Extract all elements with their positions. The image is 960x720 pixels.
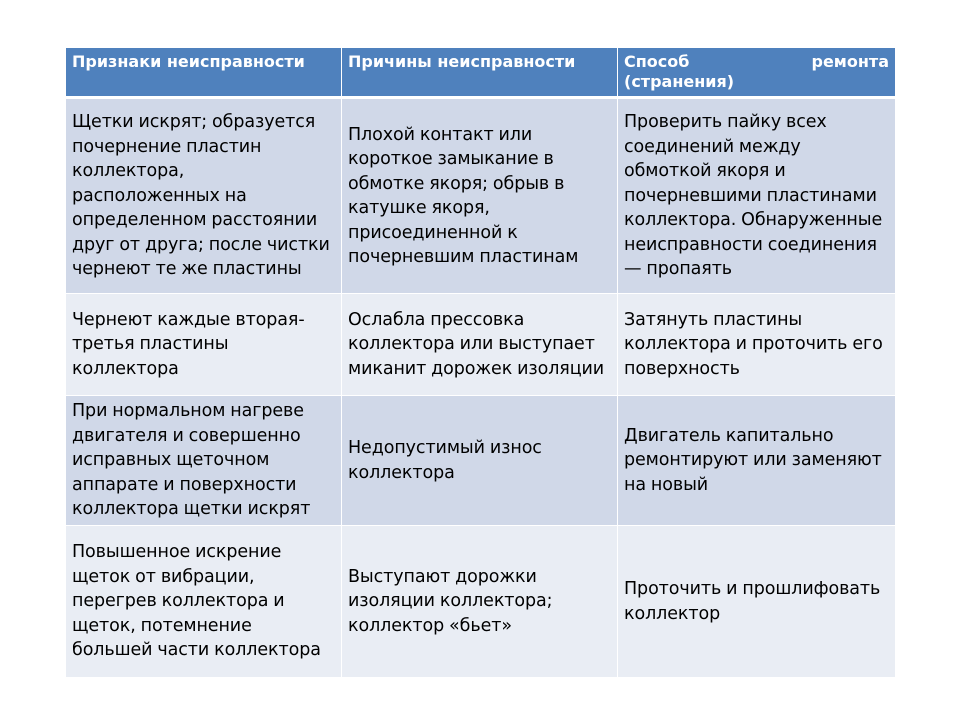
cell-signs: Щетки искрят; образуется почернение пластин коллектора, расположенных на определенном расстоянии друг от друга; после чистки чернеют те же пластины [66,98,342,294]
cell-signs: Повышенное искрение щеток от вибрации, перегрев коллектора и щеток, потемнение большей части коллектора [66,526,342,678]
table-row [66,396,896,526]
table-row [66,526,896,678]
cell-causes: Плохой контакт или короткое замыкание в обмотке якоря; обрыв в катушке якоря, присоединенной к почерневшим пластинам [342,98,618,294]
table-row [66,98,896,294]
cell-repair: Проточить и прошлифовать коллектор [618,526,896,678]
cell-signs: При нормальном нагреве двигателя и совершенно исправных щеточном аппарате и поверхности коллектора щетки искрят [66,396,342,526]
header-signs: Признаки неисправности [66,48,342,98]
cell-causes: Ослабла прессовка коллектора или выступает миканит дорожек изоляции [342,294,618,396]
header-repair-line2: (странения) [624,72,735,91]
header-repair-word1: Способ [624,52,690,71]
cell-signs: Чернеют каждые вторая-третья пластины коллектора [66,294,342,396]
cell-repair: Затянуть пластины коллектора и проточить его поверхность [618,294,896,396]
header-repair-word2: ремонта [811,52,889,71]
cell-causes: Недопустимый износ коллектора [342,396,618,526]
header-causes: Причины неисправности [342,48,618,98]
cell-repair: Двигатель капитально ремонтируют или заменяют на новый [618,396,896,526]
table-row [66,294,896,396]
cell-repair: Проверить пайку всех соединений между обмоткой якоря и почерневшими пластинами коллектора. Обнаруженные неисправности соединения — пропаять [618,98,896,294]
cell-causes: Выступают дорожки изоляции коллектора; коллектор «бьет» [342,526,618,678]
fault-table [65,48,896,678]
header-repair [618,48,896,98]
header-row [66,48,896,98]
